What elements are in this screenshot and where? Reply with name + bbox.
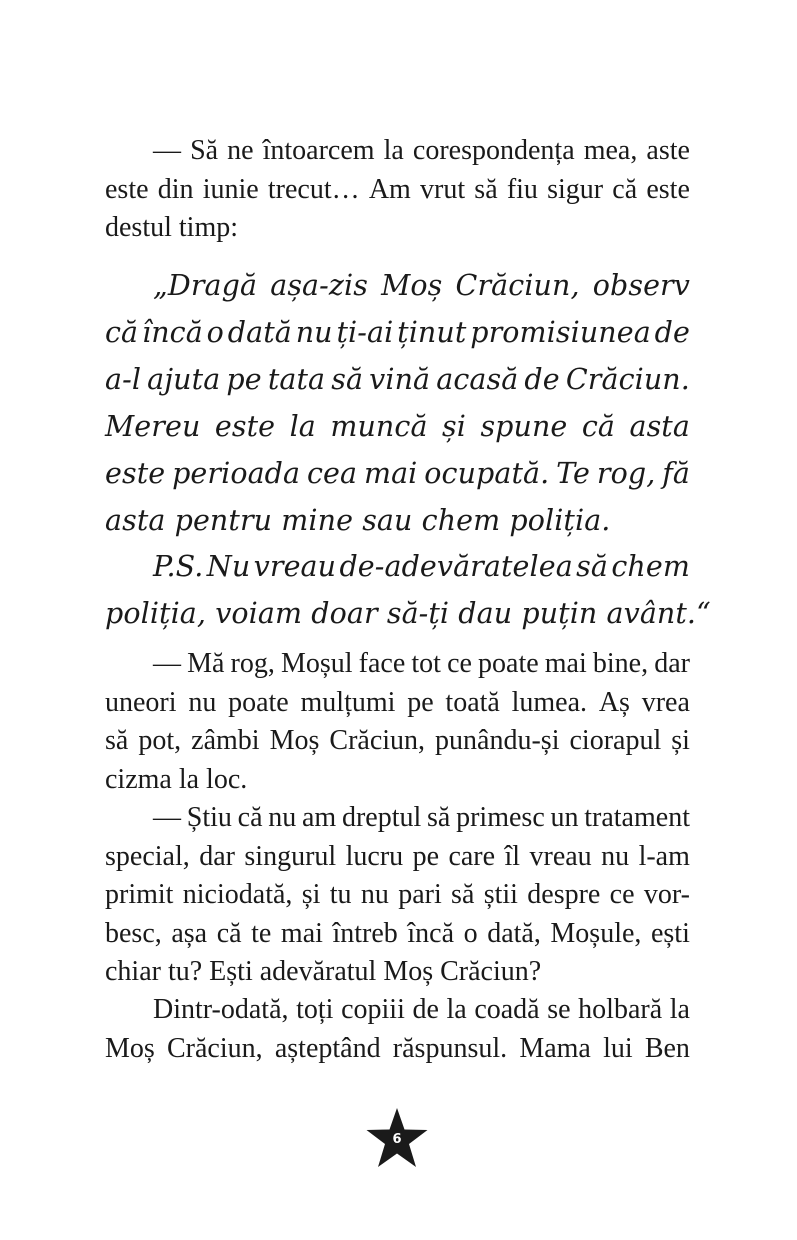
word: ciorapul [569, 725, 662, 756]
word: să [105, 725, 129, 756]
word: am [302, 802, 337, 833]
letter-line [105, 450, 690, 497]
word: mai [544, 648, 587, 679]
word: observ [592, 269, 690, 302]
word: muncă [330, 410, 428, 443]
word: este [214, 410, 276, 443]
word: aste [646, 135, 690, 166]
word: — [153, 135, 181, 166]
word: să [474, 173, 498, 205]
word: așa-zis [270, 269, 368, 302]
word: este [646, 173, 690, 205]
word: vor- [643, 879, 690, 910]
word: Ben [644, 1032, 690, 1064]
word: întreb [332, 917, 398, 949]
word: te [251, 917, 272, 949]
word: ne [227, 135, 254, 166]
word: — [153, 648, 181, 679]
word: Crăciun, [329, 725, 426, 756]
word: niciodată, [182, 879, 293, 910]
word: toată [445, 686, 500, 718]
word: și [301, 879, 321, 910]
word: dar [654, 648, 690, 679]
word: că [612, 173, 638, 205]
word: nu [295, 316, 333, 349]
word: așa [171, 917, 208, 949]
word: Crăciun, [167, 1032, 263, 1064]
text-line [105, 1030, 690, 1069]
word: că [216, 917, 242, 949]
word: lui [603, 1032, 633, 1064]
word: să [331, 363, 364, 396]
word: Crăciun, [455, 269, 580, 302]
word: lucru [345, 840, 404, 872]
word: holbară [578, 994, 663, 1025]
word: besc, [105, 917, 162, 949]
word: mulțumi [300, 686, 396, 718]
word: se [547, 994, 571, 1025]
word: vreau [529, 840, 592, 872]
paragraph-dialogue-1 [105, 132, 690, 248]
word: ți-ai [336, 316, 394, 349]
word: l-am [638, 840, 690, 872]
word: pe [407, 686, 434, 718]
word: și [671, 725, 690, 756]
word: Știu [186, 802, 232, 833]
word: poate [228, 686, 289, 718]
word: ținut [397, 316, 467, 349]
text-line [105, 876, 690, 915]
word: vrea [641, 686, 690, 718]
word: încă [142, 316, 203, 349]
word: dreptul [341, 802, 422, 833]
word: — [153, 802, 181, 833]
word: despre [527, 879, 601, 910]
word: promisiunea [470, 316, 651, 349]
word: singurul [244, 840, 337, 872]
text-line: cizma la loc. [105, 763, 248, 795]
word: pe [412, 840, 440, 872]
word: de-adevăratelea [339, 550, 573, 583]
word: că [581, 410, 616, 443]
text-line [105, 915, 690, 954]
word: vină [369, 363, 431, 396]
word: Moș [269, 725, 320, 756]
word: fă [662, 457, 690, 490]
word: la [446, 994, 467, 1025]
letter-line [105, 309, 690, 356]
word: copiii [341, 994, 405, 1025]
word: Mama [519, 1032, 591, 1064]
text-line [105, 991, 690, 1030]
word: întoarcem [262, 135, 375, 166]
word: nu [268, 802, 297, 833]
word: îl [504, 840, 521, 872]
text-line [105, 171, 690, 210]
text-line [105, 799, 690, 838]
word: vreau [253, 550, 337, 583]
word: punându-și [435, 725, 560, 756]
text-line [105, 722, 690, 761]
word: ocupată. [424, 457, 550, 490]
word: și [442, 410, 466, 443]
word: care [448, 840, 496, 872]
word: mai [363, 457, 418, 490]
word: trecut… [267, 173, 360, 205]
word: că [237, 802, 263, 833]
word: să [576, 550, 608, 583]
word: cea [306, 457, 358, 490]
word: Moș [381, 269, 443, 302]
letter-line [105, 543, 690, 590]
word: de [654, 316, 690, 349]
word: rog, [230, 648, 275, 679]
word: așteptând [274, 1032, 381, 1064]
letter-postscript [105, 543, 711, 637]
word: fiu [506, 173, 538, 205]
word: la [383, 135, 404, 166]
word: Aș [598, 686, 630, 718]
word: asta [629, 410, 690, 443]
word: special, [105, 840, 190, 872]
word: este [105, 173, 149, 205]
word: de [524, 363, 560, 396]
page-number: 6 [392, 1132, 402, 1147]
word: știi [483, 879, 518, 910]
paragraph-dialogue-3 [105, 799, 690, 992]
text-line [105, 684, 690, 723]
word: Dintr-odată, [153, 994, 289, 1025]
word: bine, [592, 648, 649, 679]
word: tu [329, 879, 352, 910]
word: vrut [420, 173, 466, 205]
word: tata [267, 363, 326, 396]
word: P.S. [153, 550, 204, 583]
word: este [105, 457, 166, 490]
word: lumea. [511, 686, 588, 718]
word: face [358, 648, 406, 679]
word: Să [190, 135, 219, 166]
word: ești [650, 917, 690, 949]
word: încă [407, 917, 455, 949]
word: toți [296, 994, 334, 1025]
word: la [669, 994, 690, 1025]
word: de [412, 994, 439, 1025]
word: Moșul [280, 648, 353, 679]
word: ce [447, 648, 472, 679]
page-number-badge [365, 1107, 429, 1169]
letter-line: poliția, voiam doar să-ți dau puțin avânt.“ [105, 597, 711, 630]
word: „Dragă [153, 269, 258, 302]
word: zâmbi [191, 725, 260, 756]
word: pe [226, 363, 262, 396]
word: perioada [172, 457, 301, 490]
word: tot [411, 648, 441, 679]
text-line [105, 838, 690, 877]
word: iunie [202, 173, 259, 205]
word: uneori [105, 686, 177, 718]
word: că [105, 316, 139, 349]
word: tratament [584, 802, 690, 833]
word: să [451, 879, 475, 910]
word: corespondența [412, 135, 575, 166]
word: sigur [547, 173, 604, 205]
word: să [427, 802, 451, 833]
word: nu [188, 686, 217, 718]
word: dată [227, 316, 292, 349]
word: ce [609, 879, 635, 910]
word: chem [611, 550, 690, 583]
word: nu [360, 879, 389, 910]
word: acasă [436, 363, 519, 396]
word: mea, [583, 135, 638, 166]
text-line: destul timp: [105, 212, 238, 243]
letter-line [105, 356, 690, 403]
word: Te [556, 457, 591, 490]
word: dată, [487, 917, 541, 949]
word: primit [105, 879, 174, 910]
word: Mă [187, 648, 225, 679]
word: mai [280, 917, 323, 949]
word: Moș [105, 1032, 155, 1064]
word: dar [199, 840, 235, 872]
word: la [289, 410, 316, 443]
word: pot, [138, 725, 182, 756]
text-line [105, 132, 690, 171]
paragraph-dialogue-2 [105, 645, 690, 799]
word: spune [480, 410, 568, 443]
letter-paragraph [105, 262, 690, 544]
word: Nu [206, 550, 251, 583]
letter-line [105, 403, 690, 450]
letter-line [105, 262, 690, 309]
word: un [550, 802, 579, 833]
word: pari [398, 879, 442, 910]
word: Crăciun. [565, 363, 690, 396]
word: o [463, 917, 478, 949]
text-line: chiar tu? Ești adevăratul Moș Crăciun? [105, 956, 542, 987]
text-line [105, 645, 690, 684]
word: rog, [596, 457, 656, 490]
word: Am [368, 173, 411, 205]
word: ajuta [147, 363, 221, 396]
word: poate [478, 648, 539, 679]
word: răspunsul. [392, 1032, 508, 1064]
word: Mereu [105, 410, 201, 443]
word: din [157, 173, 194, 205]
word: Moșule, [550, 917, 642, 949]
paragraph-narration [105, 991, 690, 1068]
letter-line: asta pentru mine sau chem poliția. [105, 504, 611, 537]
word: coadă [474, 994, 540, 1025]
word: o [206, 316, 224, 349]
word: a-l [105, 363, 142, 396]
word: nu [601, 840, 630, 872]
word: primesc [456, 802, 545, 833]
